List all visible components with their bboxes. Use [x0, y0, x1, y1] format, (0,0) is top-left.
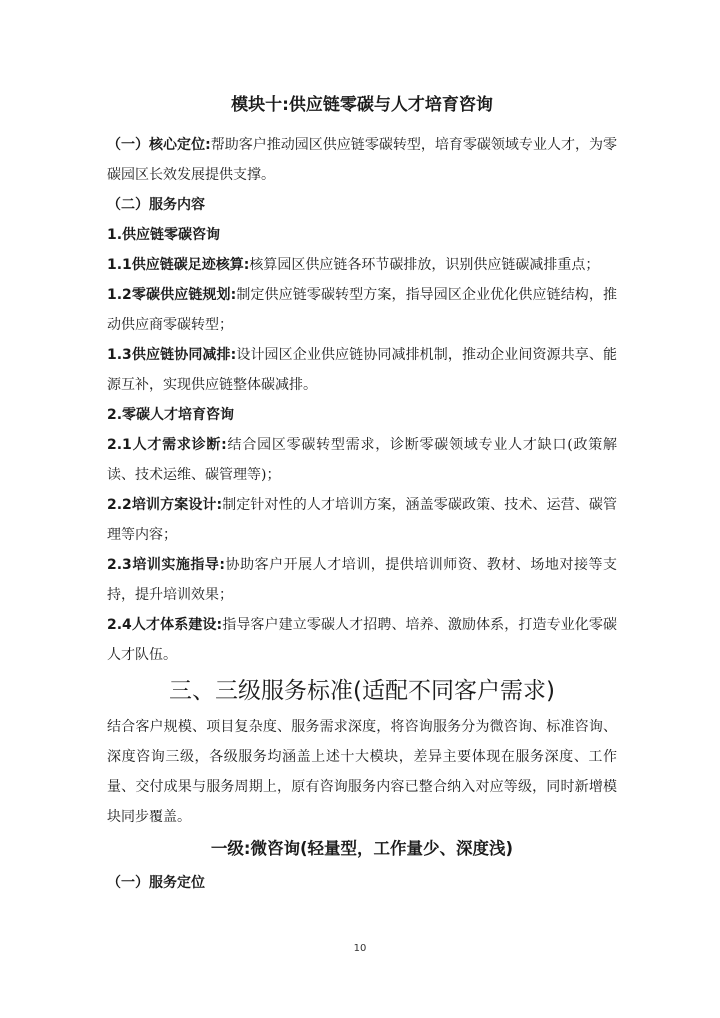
section-heading-supply-chain: 1.供应链零碳咨询	[107, 227, 221, 243]
item-text: 设计园区企业供应链协同减排机制，推动企业间资源共享、能源互补，实现供应链整体碳减排。	[107, 347, 618, 393]
section-heading-talent: 2.零碳人才培育咨询	[107, 407, 235, 423]
core-position-label: （一）核心定位:	[107, 137, 211, 153]
item-text: 协助客户开展人才培训，提供培训师资、教材、场地对接等支持，提升培训效果；	[107, 557, 618, 603]
item-text: 制定供应链零碳转型方案，指导园区企业优化供应链结构，推动供应商零碳转型；	[107, 287, 618, 333]
page-content	[107, 92, 617, 898]
item-label: 1.2零碳供应链规划:	[107, 287, 237, 303]
item-text: 制定针对性的人才培训方案，涵盖零碳政策、技术、运营、碳管理等内容；	[107, 497, 617, 543]
item-label: 2.4人才体系建设:	[107, 617, 223, 633]
module-title: 模块十:供应链零碳与人才培育咨询	[231, 95, 493, 115]
list-item	[107, 430, 617, 490]
item-text: 核算园区供应链各环节碳排放，识别供应链碳减排重点；	[249, 257, 600, 273]
list-item	[107, 340, 617, 400]
item-text: 结合园区零碳转型需求，诊断零碳领域专业人才缺口(政策解读、技术运维、碳管理等)；	[107, 437, 617, 483]
item-label: 1.3供应链协同减排:	[107, 347, 237, 363]
item-text: 指导客户建立零碳人才招聘、培养、激励体系，打造专业化零碳人才队伍。	[107, 617, 617, 663]
item-label: 2.2培训方案设计:	[107, 497, 223, 513]
item-label: 2.1人才需求诊断:	[107, 437, 227, 453]
list-item	[107, 550, 617, 610]
level-one-title: 一级:微咨询(轻量型，工作量少、深度浅)	[210, 839, 514, 858]
section-three-title: 三、三级服务标准(适配不同客户需求)	[169, 678, 555, 704]
list-item	[107, 250, 617, 280]
level-one-subheading: （一）服务定位	[107, 875, 205, 891]
core-position-paragraph	[107, 130, 617, 190]
core-position-text: 帮助客户推动园区供应链零碳转型，培育零碳领域专业人才，为零碳园区长效发展提供支撑。	[107, 137, 618, 183]
list-item	[107, 490, 617, 550]
page-number: 10	[353, 943, 367, 954]
item-label: 1.1供应链碳足迹核算:	[107, 257, 250, 273]
item-label: 2.3培训实施指导:	[107, 557, 226, 573]
section-three-paragraph: 结合客户规模、项目复杂度、服务需求深度，将咨询服务分为微咨询、标准咨询、深度咨询三级，各级服务均涵盖上述十大模块，差异主要体现在服务深度、工作量、交付成果与服务周期上，原有咨询服务内容已整合纳入对应等级，同时新增模块同步覆盖。	[107, 719, 617, 825]
list-item	[107, 610, 617, 670]
service-content-heading: （二）服务内容	[107, 197, 205, 213]
list-item	[107, 280, 617, 340]
